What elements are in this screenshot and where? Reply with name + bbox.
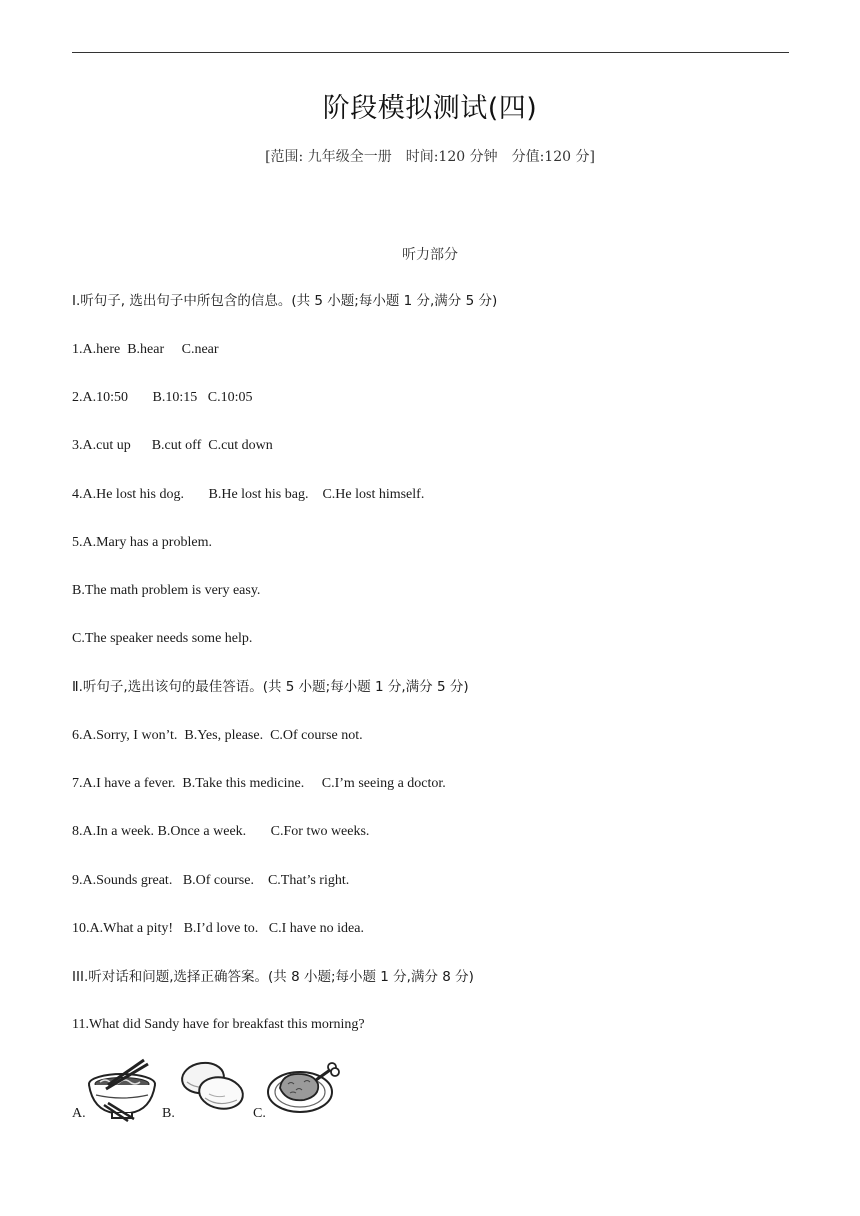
question-5-option-b: B.The math problem is very easy. bbox=[72, 583, 261, 598]
chicken-plate-icon bbox=[264, 1060, 344, 1116]
question-11-option-b-label: B. bbox=[162, 1106, 175, 1121]
page-title: 阶段模拟测试(四) bbox=[322, 93, 538, 124]
part1-heading: Ⅰ.听句子, 选出句子中所包含的信息。(共 5 小题;每小题 1 分,满分 5 分) bbox=[72, 293, 498, 309]
question-9: 9.A.Sounds great. B.Of course. C.That’s right. bbox=[72, 873, 350, 888]
question-5-option-a: 5.A.Mary has a problem. bbox=[72, 535, 212, 550]
question-10: 10.A.What a pity! B.I’d love to. C.I have no idea. bbox=[72, 921, 364, 936]
question-1: 1.A.here B.hear C.near bbox=[72, 342, 219, 357]
header-rule bbox=[72, 52, 789, 53]
section-label: 听力部分 bbox=[402, 247, 458, 263]
question-11: 11.What did Sandy have for breakfast this morning? bbox=[72, 1017, 365, 1032]
part3-heading: III.听对话和问题,选择正确答案。(共 8 小题;每小题 1 分,满分 8 分) bbox=[72, 969, 474, 985]
question-7: 7.A.I have a fever. B.Take this medicine. C.I’m seeing a doctor. bbox=[72, 776, 446, 791]
exam-scope: [范围: 九年级全一册 时间:120 分钟 分值:120 分] bbox=[265, 149, 595, 165]
question-8: 8.A.In a week. B.Once a week. C.For two weeks. bbox=[72, 824, 370, 839]
noodle-bowl-icon bbox=[84, 1058, 160, 1122]
eggs-icon bbox=[177, 1058, 247, 1116]
part2-heading: Ⅱ.听句子,选出该句的最佳答语。(共 5 小题;每小题 1 分,满分 5 分) bbox=[72, 679, 469, 695]
question-2: 2.A.10:50 B.10:15 C.10:05 bbox=[72, 390, 253, 405]
question-5-option-c: C.The speaker needs some help. bbox=[72, 631, 253, 646]
question-11-option-a-label: A. bbox=[72, 1106, 86, 1121]
question-4: 4.A.He lost his dog. B.He lost his bag. C.He lost himself. bbox=[72, 487, 425, 502]
question-11-option-c-label: C. bbox=[253, 1106, 266, 1121]
question-6: 6.A.Sorry, I won’t. B.Yes, please. C.Of course not. bbox=[72, 728, 363, 743]
question-3: 3.A.cut up B.cut off C.cut down bbox=[72, 438, 273, 453]
